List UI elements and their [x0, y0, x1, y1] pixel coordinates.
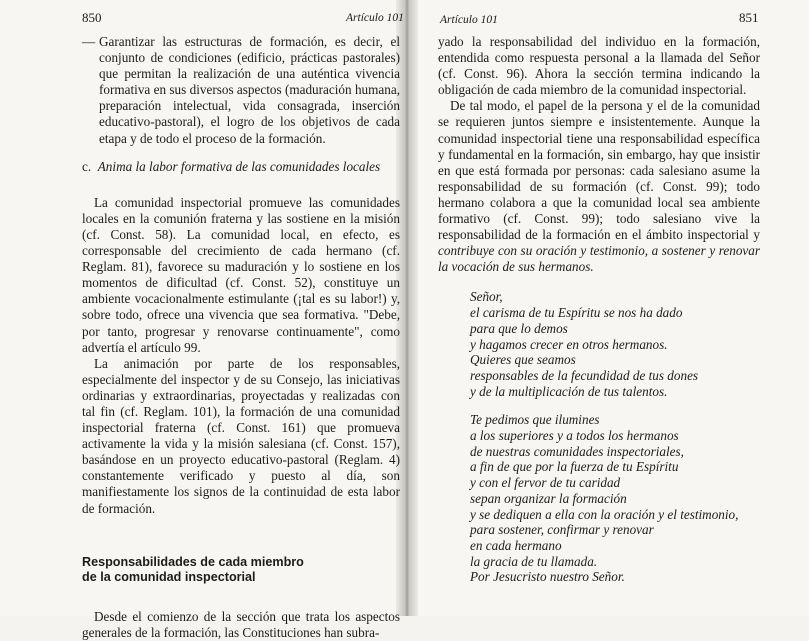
paragraph: La animación por parte de los responsables, especialmente del inspector y de su Consejo, las iniciativas ordinarias y extraordinarias, proyectadas y realizadas con tal fin (cf. Reglam. 101), la formación de una comunidad inspectorial fraterna (cf. Const. 161) que promueva activamente la vida y la misión salesiana (cf. Const. 157), basándose en un proyecto educativo-pastoral (Reglam. 4) constantemente verificado y puesto al día, son manifiestamente los signos de la continuidad de esta labor de formación. — [82, 355, 400, 516]
paragraph-italic-text: contribuye con su oración y testimonio, a sostener y renovar la vocación de sus hermanos. — [438, 243, 760, 275]
subsection-heading — [82, 159, 400, 175]
prayer-line: para que lo demos — [470, 320, 568, 336]
right-running-head: Artículo 101 — [440, 14, 498, 26]
prayer-stanza — [470, 412, 760, 585]
paragraph: yado la responsabilidad del individuo en la formación, entendida como respuesta personal a la llamada del Señor (cf. Const. 96). Ahora la sección termina indicando la obligación de cada miembro de la comunidad inspectorial. — [438, 34, 760, 98]
subsection-label: c. — [82, 158, 92, 174]
prayer-line: y de la multiplicación de tus talentos. — [470, 383, 668, 399]
dash-list-item — [82, 34, 400, 147]
section-heading-line: Responsabilidades de cada miembro — [82, 554, 304, 569]
left-running-head: Artículo 101 — [346, 12, 404, 24]
section-heading — [82, 555, 400, 585]
prayer-stanza — [470, 289, 760, 399]
prayer-line: la gracia de tu llamada. — [470, 553, 598, 569]
prayer-block — [438, 289, 760, 585]
prayer-line: en cada hermano — [470, 537, 562, 553]
prayer-line: de nuestras comunidades inspectoriales, — [470, 443, 684, 459]
prayer-line: el carisma de tu Espíritu se nos ha dado — [470, 305, 683, 321]
dash-item-text: Garantizar las estructuras de formación, es decir, el conjunto de condiciones (edificio, prácticas pastorales) que permitan la realización de una auténtica vivencia formativa en sus diversos aspectos (maduración humana, preparación intelectual, vida consagrada, inserción educativo-pastoral), el logro de los objetivos de cada etapa y de todo el proceso de la formación. — [99, 34, 400, 146]
prayer-line: a fin de que por la fuerza de tu Espíritu — [470, 459, 679, 475]
right-text-column — [438, 34, 760, 585]
dash-marker: — — [82, 34, 96, 49]
prayer-line: sepan organizar la formación — [470, 490, 627, 506]
prayer-line: Te pedimos que ilumines — [470, 412, 600, 428]
subsection-title: Anima la labor formativa de las comunidades locales — [97, 158, 381, 174]
prayer-line: Señor, — [470, 289, 503, 305]
paragraph: Desde el comienzo de la sección que trata los aspectos generales de la formación, las Constituciones han subra- — [82, 608, 400, 640]
prayer-line: y hagamos crecer en otros hermanos. — [470, 336, 668, 352]
prayer-line: y se dediquen a ella con la oración y el testimonio, — [470, 506, 739, 522]
left-text-column — [82, 34, 400, 641]
prayer-line: responsables de la fecundidad de tus dones — [470, 367, 699, 383]
prayer-line: para sostener, confirmar y renovar — [470, 522, 654, 538]
prayer-line: Por Jesucristo nuestro Señor. — [470, 569, 625, 585]
paragraph — [438, 98, 760, 275]
left-page-number: 850 — [82, 10, 102, 25]
paragraph-text: De tal modo, el papel de la persona y el de la comunidad se requieren juntos siempre e insistentemente. Aunque la comunidad inspectorial tiene una responsabilidad específica y fundamental en la formación, sin embargo, hay que insistir en que está formada por personas: cada salesiano asume la responsabilidad de su formación (cf. Const. 99); todo hermano colabora a que la comunidad local sea ambiente formativo (cf. Const. 99); todo salesiano vive la responsabilidad de la formación en el ámbito inspectorial y — [438, 98, 760, 243]
prayer-line: a los superiores y a todos los hermanos — [470, 428, 679, 444]
right-page-number: 851 — [739, 10, 759, 25]
prayer-line: Quieres que seamos — [470, 352, 576, 368]
section-heading-line: de la comunidad inspectorial — [82, 569, 256, 584]
prayer-line: y con el fervor de tu caridad — [470, 475, 621, 491]
paragraph: La comunidad inspectorial promueve las comunidades locales en la comunión fraterna y las sostiene en la misión (cf. Const. 58). La comunidad local, en efecto, es corresponsable del crecimiento de cada hermano (cf. Reglam. 81), favorece su maduración y lo sostiene en los momentos de dificultad (cf. Const. 52), constituye un ambiente vocacionalmente estimulante (¡tal es su labor!) y, sobre todo, ofrece una vivencia que sea formativa. "Debe, por tanto, progresar y renovarse continuamente", como advertía el artículo 99. — [82, 194, 400, 355]
